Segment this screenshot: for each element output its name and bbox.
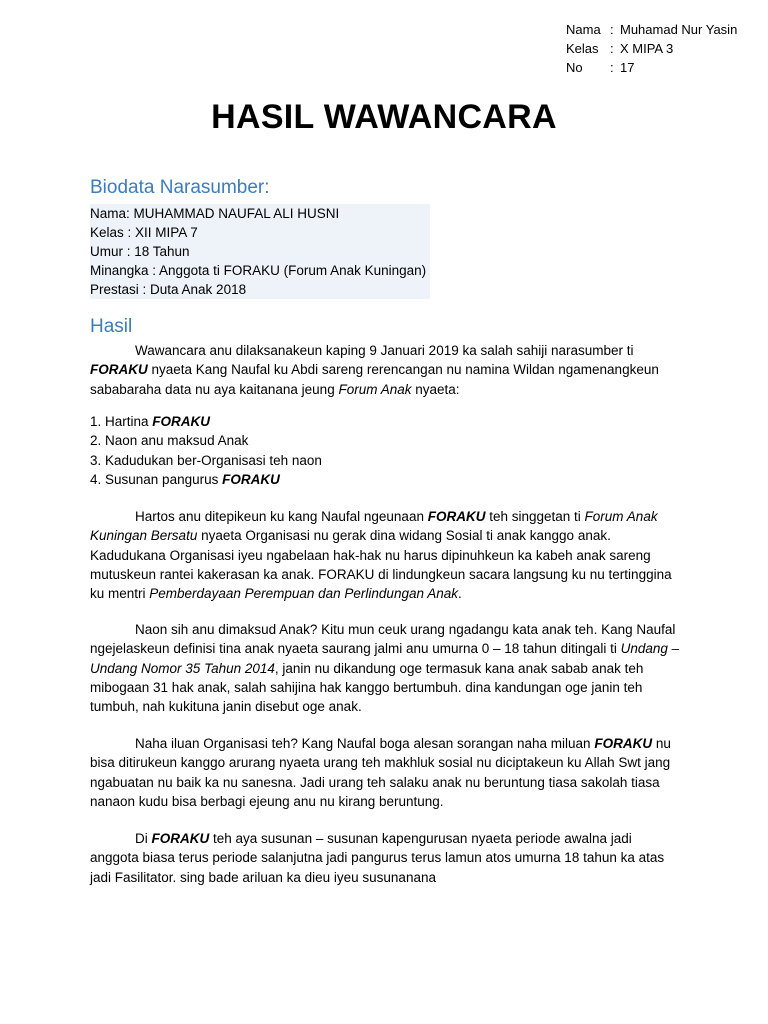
paragraph-text: Di FORAKU teh aya susunan – susunan kapengurusan nyaeta periode awalna jadi anggota biasa terus periode salanjutna jadi pangurus terus lamun atos umurna 18 tahun ka atas jadi Fasilitator. sing bade ariluan ka dieu iyeu susunanana [90,831,665,885]
student-name-row [566,20,737,39]
list-item: 3. Kadudukan ber-Organisasi teh naon [90,452,322,468]
list-item: 1. Hartina FORAKU [90,414,211,429]
paragraph-organisasi [90,734,680,811]
info-separator: : [610,22,614,37]
biodata-heading-text: Biodata Narasumber: [90,177,270,198]
info-label: Kelas [566,41,599,56]
paragraph-anak [90,620,680,716]
list-item: 2. Naon anu maksud Anak [90,433,249,449]
page-title: HASIL WAWANCARA [211,98,557,136]
paragraph-susunan [90,829,680,887]
paragraph-text: Hartos anu ditepikeun ku kang Naufal ngeunaan FORAKU teh singgetan ti Forum Anak Kuningan Bersatu nyaeta Organisasi nu gerak dina widang Sosial ti anak kanggo anak. Kadudukana Organisasi iyeu ngabelaan hak-hak nu harus dipinuhkeun ka kabeh anak sareng mutuskeun rantei kakerasan ka anak. FORAKU di lindungkeun sacara langsung ku nu tertinggina ku mentri Pemberdayaan Perempuan dan Perlindungan Anak. [90,509,672,602]
paragraph-text: Naha iluan Organisasi teh? Kang Naufal boga alesan sorangan naha miluan FORAKU nu bisa ditirukeun kanggo arurang nyaeta urang teh makhluk sosial nu diciptakeun ku Allah Swt jang ngabuatan nu baik ka nu sanesna. Jadi urang teh salaku anak nu beruntung tiasa sakolah tiasa nanaon kudu bisa berbagi ejeung anu nu kirang beruntung. [90,736,671,809]
biodata-class: Kelas : XII MIPA 7 [90,223,430,242]
info-separator: : [610,60,614,75]
biodata-name: Nama: MUHAMMAD NAUFAL ALI HUSNI [90,204,430,223]
hasil-heading: Hasil [90,316,133,337]
list-item: 4. Susunan pangurus FORAKU [90,471,280,487]
info-value: Muhamad Nur Yasin [620,22,738,37]
intro-paragraph: Wawancara anu dilaksanakeun kaping 9 Januari 2019 ka salah sahiji narasumber ti FORAKU nyaeta Kang Naufal ku Abdi sareng rerencangan nu namina Wildan ngamenangkeun sababaraha data nu aya kaitanana jeung Forum Anak nyaeta: [90,343,659,397]
biodata-list [90,204,430,299]
topic-list [90,412,680,489]
biodata-age: Umur : 18 Tahun [90,242,430,261]
biodata-achievement: Prestasi : Duta Anak 2018 [90,280,430,299]
info-label: No [566,60,583,75]
paragraph-foraku [90,507,680,603]
info-value: X MIPA 3 [620,41,674,56]
info-value: 17 [620,60,635,75]
paragraph-text: Naon sih anu dimaksud Anak? Kitu mun ceuk urang ngadangu kata anak teh. Kang Naufal ngejelaskeun definisi tina anak nyaeta saurang jalmi anu umurna 0 – 18 tahun ditingali ti Undang – Undang Nomor 35 Tahun 2014, janin nu dikandung oge termasuk kana anak sabab anak teh mibogaan 31 hak anak, salah sahijina hak kanggo bertumbuh. dina kandungan oge janin teh tumbuh, nah kukituna janin disebut oge anak. [90,622,680,715]
student-number-row [566,58,737,77]
biodata-role: Minangka : Anggota ti FORAKU (Forum Anak Kuningan) [90,261,430,280]
student-info [566,20,737,77]
info-separator: : [610,41,614,56]
info-label: Nama [566,22,601,37]
student-class-row [566,39,737,58]
intro-paragraph-block [90,341,680,399]
